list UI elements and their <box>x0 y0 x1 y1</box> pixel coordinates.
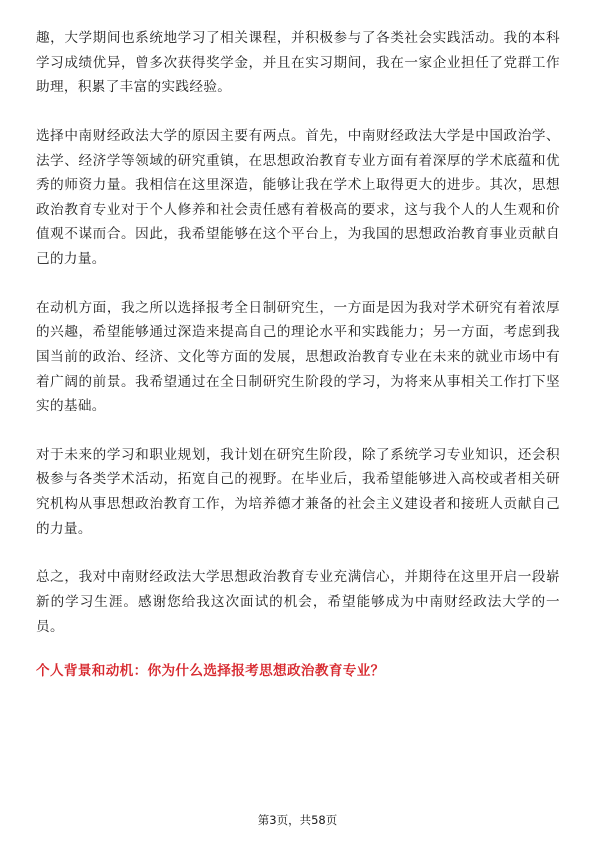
document-body <box>36 26 560 683</box>
paragraph-future-plan: 对于未来的学习和职业规划，我计划在研究生阶段，除了系统学习专业知识，还会积极参与各类学术活动，拓宽自己的视野。在毕业后，我希望能够进入高校或者相关研究机构从事思想政治教育工作，为培养德才兼备的社会主义建设者和接班人贡献自己的力量。 <box>36 446 560 537</box>
page-footer: 第3页，共58页 <box>257 813 338 827</box>
question-heading: 个人背景和动机：你为什么选择报考思想政治教育专业？ <box>36 663 385 680</box>
paragraph-conclusion: 总之，我对中南财经政法大学思想政治教育专业充满信心，并期待在这里开启一段崭新的学习生涯。感谢您给我这次面试的机会，希望能够成为中南财经政法大学的一员。 <box>36 569 560 635</box>
paragraph-school-reasons: 选择中南财经政法大学的原因主要有两点。首先，中南财经政法大学是中国政治学、法学、经济学等领域的研究重镇，在思想政治教育专业方面有着深厚的学术底蕴和优秀的师资力量。我相信在这里深造，能够让我在学术上取得更大的进步。其次，思想政治教育专业对于个人修养和社会责任感有着极高的要求，这与我个人的人生观和价值观不谋而合。因此，我希望能够在这个平台上，为我国的思想政治教育事业贡献自己的力量。 <box>36 127 560 267</box>
paragraph-motivation: 在动机方面，我之所以选择报考全日制研究生，一方面是因为我对学术研究有着浓厚的兴趣，希望能够通过深造来提高自己的理论水平和实践能力；另一方面，考虑到我国当前的政治、经济、文化等方面的发展，思想政治教育专业在未来的就业市场中有着广阔的前景。我希望通过在全日制研究生阶段的学习，为将来从事相关工作打下坚实的基础。 <box>36 299 560 415</box>
paragraph-background: 趣，大学期间也系统地学习了相关课程，并积极参与了各类社会实践活动。我的本科学习成绩优异，曾多次获得奖学金，并且在实习期间，我在一家企业担任了党群工作助理，积累了丰富的实践经验。 <box>36 30 560 96</box>
